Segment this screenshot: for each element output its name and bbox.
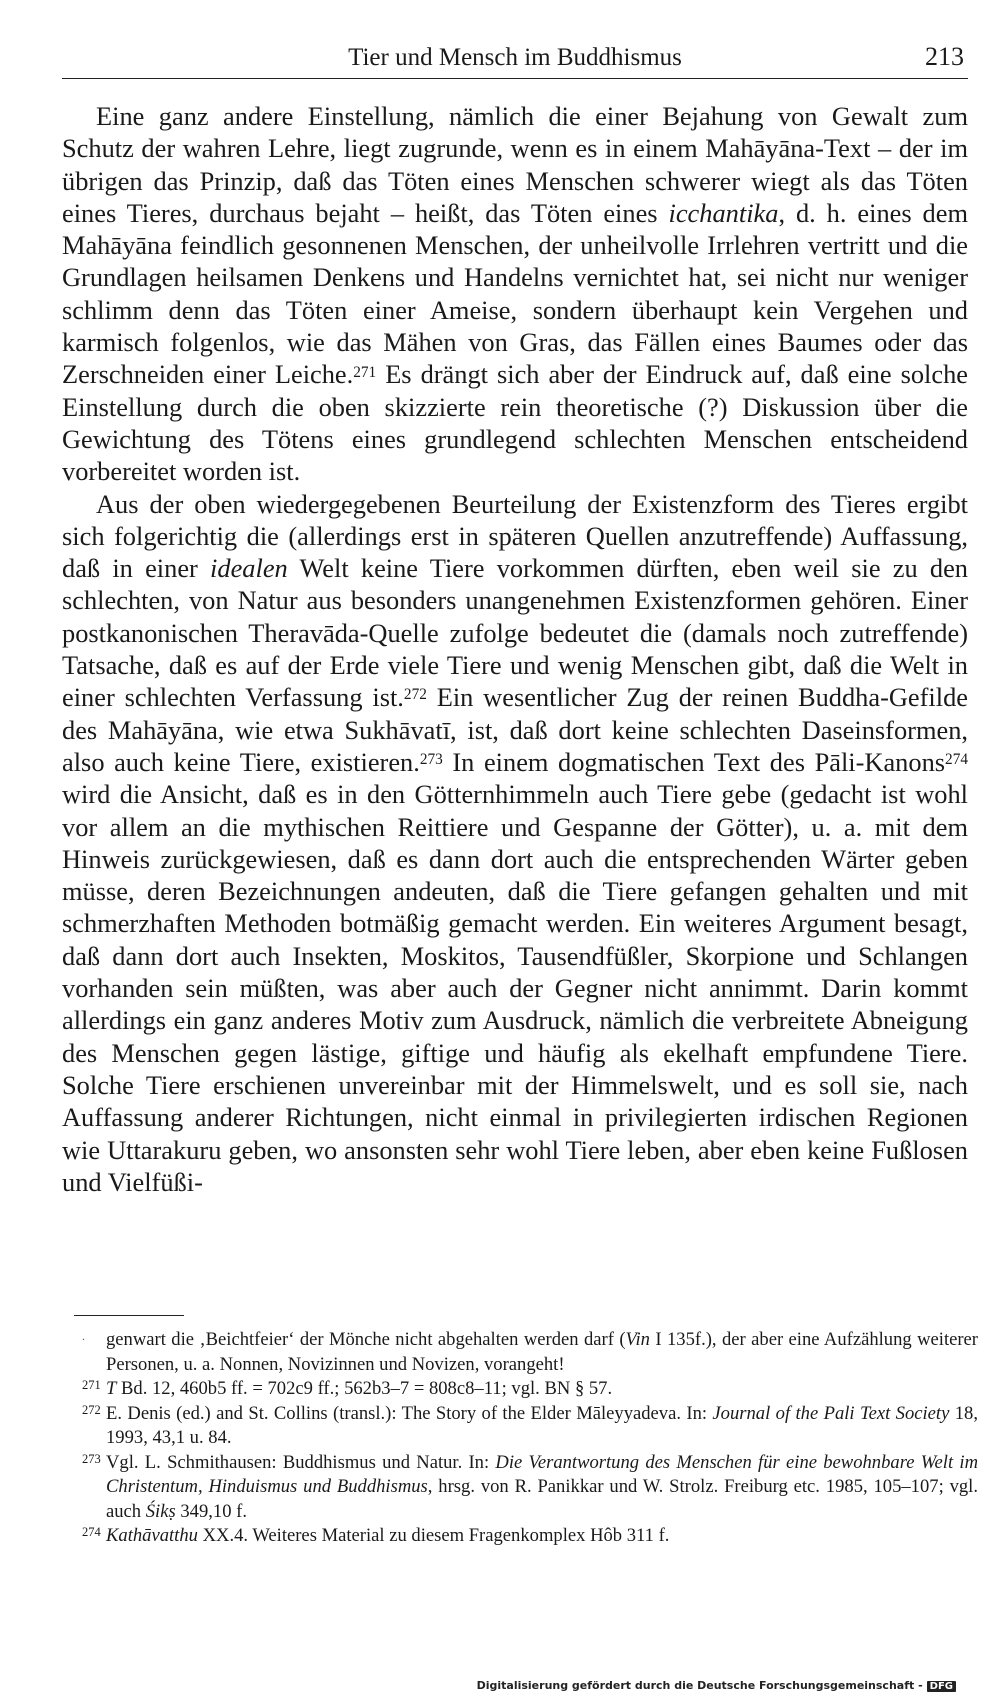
paragraph-1: Eine ganz andere Einstellung, nämlich die einer Bejahung von Gewalt zum Schutz der wahren Lehre, liegt zugrunde, wenn es in einem Mahāyāna-Text – der im übrigen das Prinzip, daß das Töten eines Menschen schwerer wiegt als das Töten eines Tieres, durchaus bejaht – heißt, das Töten eines icchantika, d. h. eines dem Mahāyāna feindlich gesonnenen Menschen, der unheilvolle Irrlehren vertritt und die Grundlagen heilsamen Denkens und Handelns vernichtet hat, sei nicht nur weniger schlimm denn das Töten einer Ameise, sondern überhaupt kein Vergehen und karmisch folgenlos, wie das Mähen von Gras, das Fällen eines Baumes oder das Zerschneiden einer Leiche.$^{271}$ Es drängt sich aber der Eindruck auf, daß eine solche Einstellung durch die oben skizzierte rein theoretische (?) Diskussion über die Gewichtung des Tötens eines grundlegend schlechten Menschen entscheidend vorbereitet worden ist. <box>62 101 968 487</box>
paragraph-2: Aus der oben wiedergegebenen Beurteilung der Existenzform des Tieres ergibt sich folgerichtig die (allerdings erst in späteren Quellen anzutreffende) Auffassung, daß in einer idealen Welt keine Tiere vorkommen dürften, eben weil sie zu den schlechten, von Natur aus besonders unangenehmen Existenzformen gehören. Einer postkanonischen Theravāda-Quelle zufolge bedeutet die (damals noch zutreffende) Tatsache, daß es auf der Erde viele Tiere und wenig Menschen gibt, daß die Welt in einer schlechten Verfassung ist.$^{272}$ Ein wesentlicher Zug der reinen Buddha-Gefilde des Mahāyāna, wie etwa Sukhāvatī, ist, daß dort keine schlechten Daseinsformen, also auch keine Tiere, existieren.$^{273}$ In einem dogmatischen Text des Pāli-Kanons$^{274}$ wird die Ansicht, daß es in den Götternhimmeln auch Tiere gebe (gedacht ist wohl vor allem an die mythischen Reittiere und Gespanne der Götter), u. a. mit dem Hinweis zurückgewiesen, daß es dann dort auch die entsprechenden Wärter geben müsse, deren Bezeichnungen andeuten, daß die Tiere gefangen gehalten und mit schmerzhaften Methoden botmäßig gemacht werden. Ein weiteres Argument besagt, daß dann dort auch Insekten, Moskitos, Tausendfüßler, Skorpione und Schlangen vorhanden sein müßten, was aber auch der Gegner nicht annimmt. Darin kommt allerdings ein ganz anderes Motiv zum Ausdruck, nämlich die verbreitete Abneigung des Menschen gegen lästige, giftige und häufig als ekelhaft empfundene Tiere. Solche Tiere erschienen unvereinbar mit der Himmelswelt, und es soll sie, nach Auffassung anderer Richtungen, nicht einmal in privilegierten irdischen Regionen wie Uttarakuru geben, wo ansonsten sehr wohl Tiere leben, aber eben keine Fußlosen und Vielfüßi- <box>62 488 968 1197</box>
footnote-continuation: . genwart die ‚Beichtfeier‘ der Mönche nicht abgehalten werden darf (Vin I 135f.), der aber eine Aufzählung weiterer Personen, u. a. Nonnen, Novizinnen und Novizen, vorangeht! <box>82 1329 978 1375</box>
footnote-273: 273 Vgl. L. Schmithausen: Buddhismus und Natur. In: Die Verantwortung des Menschen für eine bewohnbare Welt im Christentum, Hinduismus und Buddhismus, hrsg. von R. Panikkar und W. Strolz. Freiburg etc. 1985, 105–107; vgl. auch Śikṣ 349,10 f. <box>82 1451 978 1522</box>
footnote-ref-274[interactable]: 274 <box>945 751 968 769</box>
term-idealen: idealen <box>210 553 288 584</box>
digitization-credit: Digitalisierung gefördert durch die Deutsche Forschungsgemeinschaft - DFG <box>477 1679 956 1692</box>
footnote-ref-271[interactable]: 271 <box>353 363 377 381</box>
page-number: 213 <box>925 42 964 71</box>
footnote-separator <box>74 1315 184 1316</box>
footnote-ref-272[interactable]: 272 <box>403 686 427 704</box>
main-text <box>62 100 968 1198</box>
footnotes <box>82 1328 978 1549</box>
footnote-271: 271 T Bd. 12, 460b5 ff. = 702c9 ff.; 562b3–7 = 808c8–11; vgl. BN § 57. <box>82 1378 613 1399</box>
running-header <box>62 40 968 79</box>
footnote-272: 272 E. Denis (ed.) and St. Collins (transl.): The Story of the Elder Māleyyadeva. In: Journal of the Pali Text Society 18, 1993, 43,1 u. 84. <box>82 1402 978 1448</box>
footnote-274: 274 Kathāvatthu XX.4. Weiteres Material zu diesem Fragenkomplex Hôb 311 f. <box>82 1525 670 1546</box>
term-icchantika: icchantika <box>668 197 779 228</box>
dfg-logo: DFG <box>927 1681 956 1692</box>
footnote-ref-273[interactable]: 273 <box>419 751 443 769</box>
running-title: Tier und Mensch im Buddhismus <box>348 44 682 71</box>
